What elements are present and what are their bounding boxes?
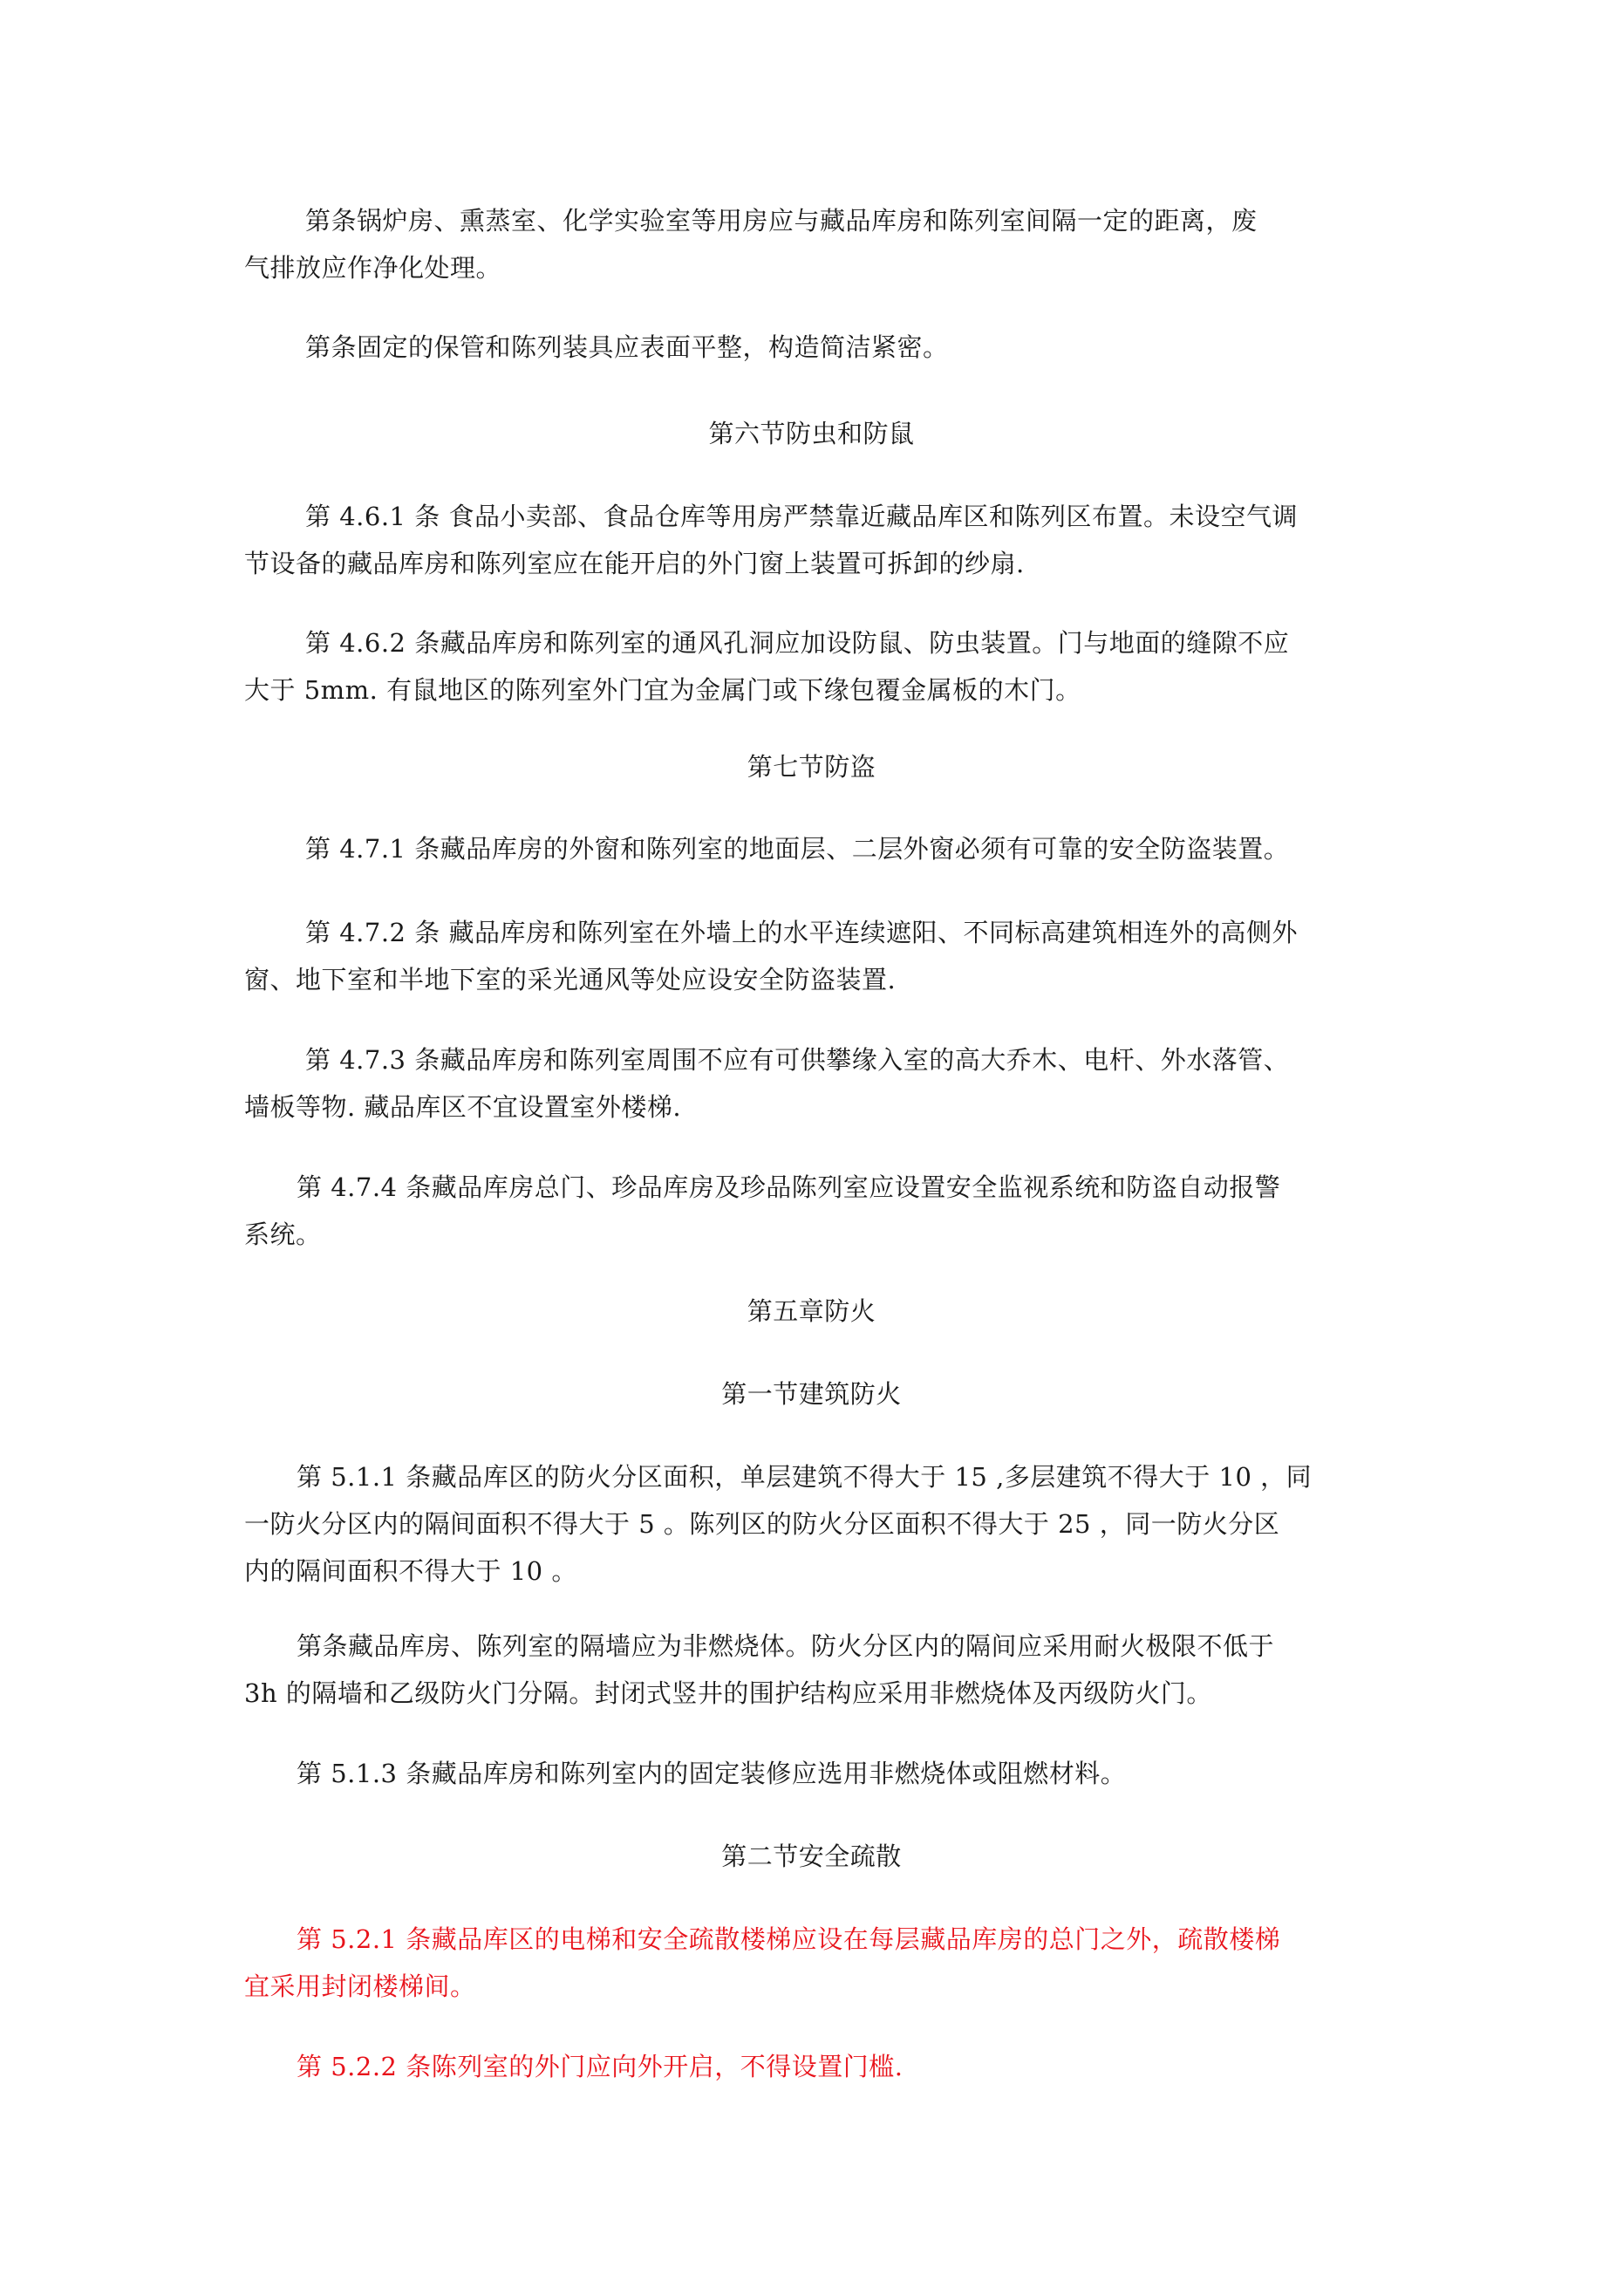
paragraph-line: 第条藏品库房、陈列室的隔墙应为非燃烧体。防火分区内的隔间应采用耐火极限不低于 [297, 1631, 1275, 1661]
paragraph-4-7-1 [297, 825, 1382, 872]
paragraph-line: 内的隔间面积不得大于 10 。 [244, 1556, 577, 1586]
paragraph-5-2-2 [297, 2043, 1382, 2090]
paragraph-4-7-2 [244, 909, 1382, 1003]
paragraph-line: 气排放应作净化处理。 [244, 253, 502, 283]
paragraph-line: 第 4.7.1 条藏品库房的外窗和陈列室的地面层、二层外窗必须有可靠的安全防盗装置。 [305, 834, 1290, 864]
paragraph-4-6-1 [244, 493, 1382, 587]
section-heading-safe-evacuation: 第二节安全疏散 [721, 1842, 902, 1871]
paragraph-line: 节设备的藏品库房和陈列室应在能开启的外门窗上装置可拆卸的纱扇. [244, 549, 1025, 578]
section-heading-anti-theft: 第七节防盗 [747, 752, 876, 782]
paragraph-line: 第 4.7.3 条藏品库房和陈列室周围不应有可供攀缘入室的高大乔木、电杆、外水落管、 [305, 1045, 1290, 1075]
paragraph-line: 一防火分区内的隔间面积不得大于 5 。陈列区的防火分区面积不得大于 25 ，同一防火分区 [244, 1509, 1280, 1539]
paragraph-line: 第 4.6.2 条藏品库房和陈列室的通风孔洞应加设防鼠、防虫装置。门与地面的缝隙不应 [305, 628, 1290, 658]
paragraph-4-7-4 [244, 1164, 1382, 1258]
paragraph-5-1-3 [297, 1750, 1382, 1797]
paragraph-line: 第条固定的保管和陈列装具应表面平整，构造简洁紧密。 [305, 332, 949, 362]
paragraph-partition-walls [244, 1623, 1382, 1717]
paragraph-line: 第 4.7.2 条 藏品库房和陈列室在外墙上的水平连续遮阳、不同标高建筑相连外的高侧外 [305, 918, 1298, 947]
paragraph-4-7-3 [244, 1036, 1382, 1131]
paragraph-line: 第 5.2.1 条藏品库区的电梯和安全疏散楼梯应设在每层藏品库房的总门之外，疏散楼梯 [297, 1924, 1281, 1954]
paragraph-line: 第 5.1.1 条藏品库区的防火分区面积，单层建筑不得大于 15 ,多层建筑不得大于 10 ，同 [297, 1462, 1313, 1492]
paragraph-line: 第 4.6.1 条 食品小卖部、食品仓库等用房严禁靠近藏品库区和陈列区布置。未设空气调 [305, 502, 1298, 531]
paragraph-5-2-1 [244, 1916, 1382, 2010]
paragraph-line: 第 5.2.2 条陈列室的外门应向外开启，不得设置门槛. [297, 2052, 904, 2081]
paragraph-line: 第 4.7.4 条藏品库房总门、珍品库房及珍品陈列室应设置安全监视系统和防盗自动报警 [297, 1172, 1281, 1202]
paragraph-4-6-2 [244, 619, 1382, 714]
paragraph-line: 大于 5mm. 有鼠地区的陈列室外门宜为金属门或下缘包覆金属板的木门。 [244, 675, 1081, 705]
paragraph-line: 窗、地下室和半地下室的采光通风等处应设安全防盗装置. [244, 965, 897, 994]
chapter-heading-fire-prevention: 第五章防火 [747, 1296, 876, 1326]
paragraph-line: 3h 的隔墙和乙级防火门分隔。封闭式竖井的围护结构应采用非燃烧体及丙级防火门。 [244, 1678, 1212, 1708]
paragraph-line: 系统。 [244, 1220, 322, 1249]
paragraph-line: 第 5.1.3 条藏品库房和陈列室内的固定装修应选用非燃烧体或阻燃材料。 [297, 1759, 1127, 1788]
paragraph-boiler-room [244, 197, 1382, 291]
paragraph-line: 墙板等物. 藏品库区不宜设置室外楼梯. [244, 1092, 682, 1122]
paragraph-line: 第条锅炉房、熏蒸室、化学实验室等用房应与藏品库房和陈列室间隔一定的距离，废 [305, 206, 1258, 236]
paragraph-5-1-1 [244, 1453, 1382, 1595]
section-heading-building-fire: 第一节建筑防火 [721, 1379, 902, 1409]
section-heading-insect-rodent: 第六节防虫和防鼠 [708, 419, 915, 448]
paragraph-line: 宜采用封闭楼梯间。 [244, 1971, 476, 2001]
paragraph-fixed-fixtures [297, 324, 1382, 371]
